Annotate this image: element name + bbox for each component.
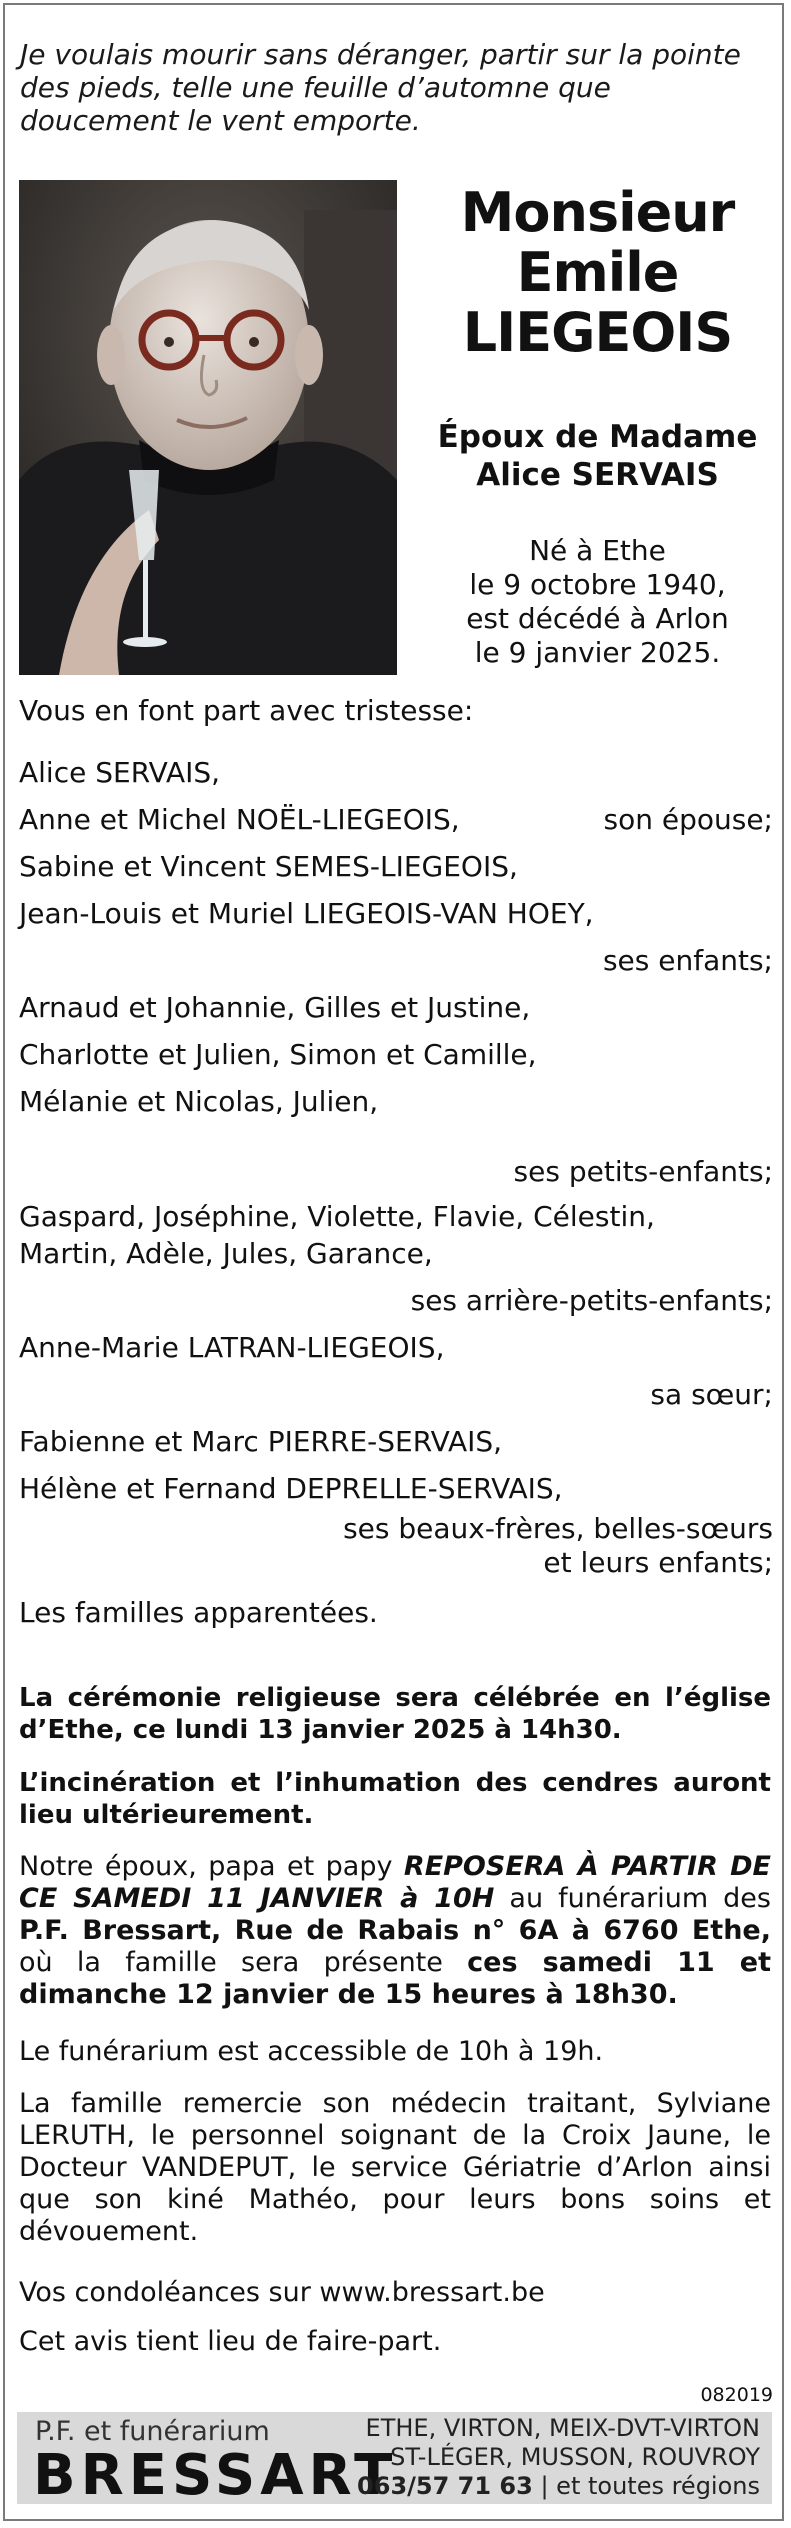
family-line: Fabienne et Marc PIERRE-SERVAIS,: [19, 1425, 503, 1458]
family-line: Anne et Michel NOËL-LIEGEOIS,: [19, 803, 460, 836]
relation-label: ses petits-enfants;: [513, 1155, 773, 1188]
relation-label: son épouse;: [603, 803, 773, 836]
announcement-intro: Vous en font part avec tristesse:: [19, 694, 474, 727]
relation-label: ses arrière-petits-enfants;: [410, 1284, 773, 1317]
funeral-home-address: P.F. Bressart, Rue de Rabais n° 6A à 6760 Ethe,: [19, 1915, 771, 1946]
footer-towns: ST-LÉGER, MUSSON, ROUVROY: [390, 2443, 760, 2471]
family-line: Anne-Marie LATRAN-LIEGEOIS,: [19, 1331, 445, 1364]
bressart-logo: BRESSART: [33, 2443, 398, 2508]
family-line: Sabine et Vincent SEMES-LIEGEOIS,: [19, 850, 518, 883]
funeral-home-footer: [17, 2412, 772, 2508]
birth-death-info: [410, 534, 785, 670]
condolences-text: Vos condoléances sur www.bressart.be: [19, 2277, 545, 2308]
ceremony-info: La cérémonie religieuse sera célébrée en l’église d’Ethe, ce lundi 13 janvier 2025 à 14h30.: [19, 1683, 771, 1745]
relation-label: sa sœur;: [650, 1378, 773, 1411]
family-line: Arnaud et Johannie, Gilles et Justine,: [19, 991, 531, 1024]
title-monsieur: Monsieur: [460, 181, 735, 244]
family-line: Les familles apparentées.: [19, 1596, 378, 1629]
thanks-text: La famille remercie son médecin traitant, Sylviane LERUTH, le personnel soignant de la Croix Jaune, le Docteur VANDEPUT, le service Gériatrie d’Arlon ainsi que son kiné Mathéo, pour leurs bons soins et dévouement.: [19, 2088, 771, 2247]
family-line: Mélanie et Nicolas, Julien,: [19, 1085, 379, 1118]
visitation-date: REPOSERA À PARTIR DE CE SAMEDI 11 JANVIER à 10H: [19, 1851, 771, 1914]
cremation-info: L’incinération et l’inhumation des cendres auront lieu ultérieurement.: [19, 1768, 771, 1830]
footer-phone: 063/57 71 63: [357, 2472, 533, 2500]
family-line: Hélène et Fernand DEPRELLE-SERVAIS,: [19, 1472, 563, 1505]
footer-contact: [357, 2414, 760, 2501]
visitation-hours: ces samedi 11 et dimanche 12 janvier de 15 heures à 18h30.: [19, 1947, 771, 2010]
reference-number: 082019: [700, 2384, 773, 2406]
deceased-name: [410, 183, 785, 363]
death-date: le 9 janvier 2025.: [474, 636, 721, 669]
visitation-text: où la famille sera présente: [19, 1947, 468, 1978]
portrait-illustration: [19, 180, 397, 675]
spouse-name: Alice SERVAIS: [476, 457, 719, 493]
birth-place: Né à Ethe: [529, 534, 666, 567]
opening-quote: Je voulais mourir sans déranger, partir sur la pointe des pieds, telle une feuille d’automne que doucement le vent emporte.: [20, 38, 741, 137]
family-line: Martin, Adèle, Jules, Garance,: [19, 1237, 433, 1270]
visitation-text: Notre époux, papa et papy: [19, 1851, 404, 1882]
last-name: LIEGEOIS: [462, 301, 733, 364]
relation-label: ses enfants;: [602, 944, 773, 977]
footer-pf-label: P.F. et funérarium: [35, 2416, 270, 2447]
spouse-line: Époux de Madame: [437, 419, 758, 455]
death-place: est décédé à Arlon: [466, 602, 729, 635]
notice-text: Cet avis tient lieu de faire-part.: [19, 2326, 442, 2357]
relation-label: et leurs enfants;: [543, 1546, 773, 1579]
footer-towns: ETHE, VIRTON, MEIX-DVT-VIRTON: [365, 2414, 760, 2442]
first-name: Emile: [516, 241, 679, 304]
family-line: Jean-Louis et Muriel LIEGEOIS-VAN HOEY,: [19, 897, 594, 930]
relation-label: ses beaux-frères, belles-sœurs: [343, 1512, 773, 1545]
family-line: Charlotte et Julien, Simon et Camille,: [19, 1038, 537, 1071]
visitation-text: au funérarium des: [494, 1883, 771, 1914]
family-line: Alice SERVAIS,: [19, 756, 221, 789]
visitation-info: [19, 1851, 771, 2011]
portrait-photo: [19, 180, 397, 675]
access-hours: Le funérarium est accessible de 10h à 19h.: [19, 2036, 604, 2067]
spouse-info: [410, 418, 785, 494]
birth-date: le 9 octobre 1940,: [469, 568, 726, 601]
footer-regions: | et toutes régions: [532, 2472, 760, 2500]
family-line: Gaspard, Joséphine, Violette, Flavie, Célestin,: [19, 1200, 655, 1233]
